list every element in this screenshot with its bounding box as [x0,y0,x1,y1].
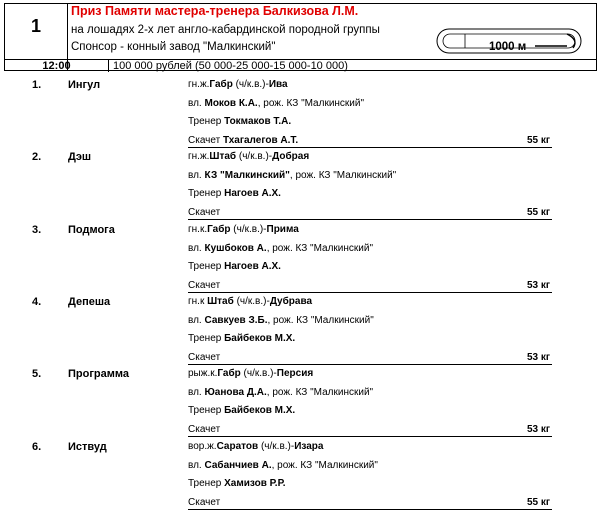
trainer: Тренер Байбеков М.Х. [188,405,296,417]
owner: вл. Моков К.А., рож. КЗ "Малкинский" [188,98,365,109]
weight: 53 кг [527,279,551,291]
race-title: Приз Памяти мастера-тренера Балкизова Л.М. [71,4,359,18]
trainer: Тренер Байбеков М.Х. [188,332,296,344]
owner: вл. КЗ "Малкинский", рож. КЗ "Малкинский" [188,170,397,182]
pedigree: гн.ж.Габр (ч/к.в.)-Ива [188,79,288,90]
race-distance: 1000 м [489,41,527,53]
pedigree: вор.ж.Саратов (ч/к.в.)-Изара [188,440,324,452]
trainer: Тренер Нагоев А.Х. [188,260,281,272]
jockey: Скачет [188,207,221,219]
pedigree: гн.ж.Штаб (ч/к.в.)-Добрая [188,151,310,163]
weight: 55 кг [527,135,551,146]
weight: 53 кг [527,424,551,436]
entry-number: 6. [32,440,42,453]
trainer: Тренер Токмаков Т.А. [188,116,292,127]
trainer: Тренер Нагоев А.Х. [188,188,281,200]
jockey: Скачет [188,351,221,363]
weight: 53 кг [527,351,551,363]
race-number: 1 [30,16,41,36]
horse-name: Депеша [68,295,111,308]
horse-name: Подмога [68,223,115,236]
horse-name: Дэш [68,151,92,164]
race-header [4,3,597,71]
entry-row [0,365,600,437]
horse-name: Программа [68,368,130,381]
horse-name: Ингул [68,79,101,91]
entry-row [0,76,600,148]
owner: вл. Юанова Д.А., рож. КЗ "Малкинский" [188,387,374,399]
owner: вл. Кушбоков А., рож. КЗ "Малкинский" [188,242,374,254]
entry-number: 2. [32,151,42,164]
jockey: Скачет [188,424,221,436]
pedigree: гн.к Штаб (ч/к.в.)-Дубрава [188,295,313,307]
trainer: Тренер Хамизов Р.Р. [188,477,286,489]
owner: вл. Савкуев З.Б., рож. КЗ "Малкинский" [188,314,374,326]
jockey: Скачет [188,496,221,508]
entry-row [0,438,600,510]
entry-number: 1. [32,79,42,91]
header-divider [108,59,109,72]
entry-row [0,293,600,365]
entry-number: 4. [32,295,42,308]
jockey: Скачет Тхагалегов А.Т. [188,135,299,146]
entry-number: 3. [32,223,42,236]
pedigree: рыж.к.Габр (ч/к.в.)-Персия [188,368,314,380]
race-sponsor: Спонсор - конный завод "Малкинский" [71,41,276,53]
pedigree: гн.к.Габр (ч/к.в.)-Прима [188,223,299,235]
owner: вл. Сабанчиев А., рож. КЗ "Малкинский" [188,459,378,471]
weight: 55 кг [527,207,551,219]
race-prize: 100 000 рублей (50 000-25 000-15 000-10 000) [113,60,348,72]
race-conditions: на лошадях 2-х лет англо-кабардинской породной группы [71,24,380,36]
entry-divider [188,509,552,510]
horse-name: Иствуд [68,440,107,453]
jockey: Скачет [188,279,221,291]
weight: 55 кг [527,496,551,508]
entry-row [0,148,600,220]
entry-number: 5. [32,368,42,381]
entry-row [0,221,600,293]
race-time: 12:00 [42,60,71,72]
